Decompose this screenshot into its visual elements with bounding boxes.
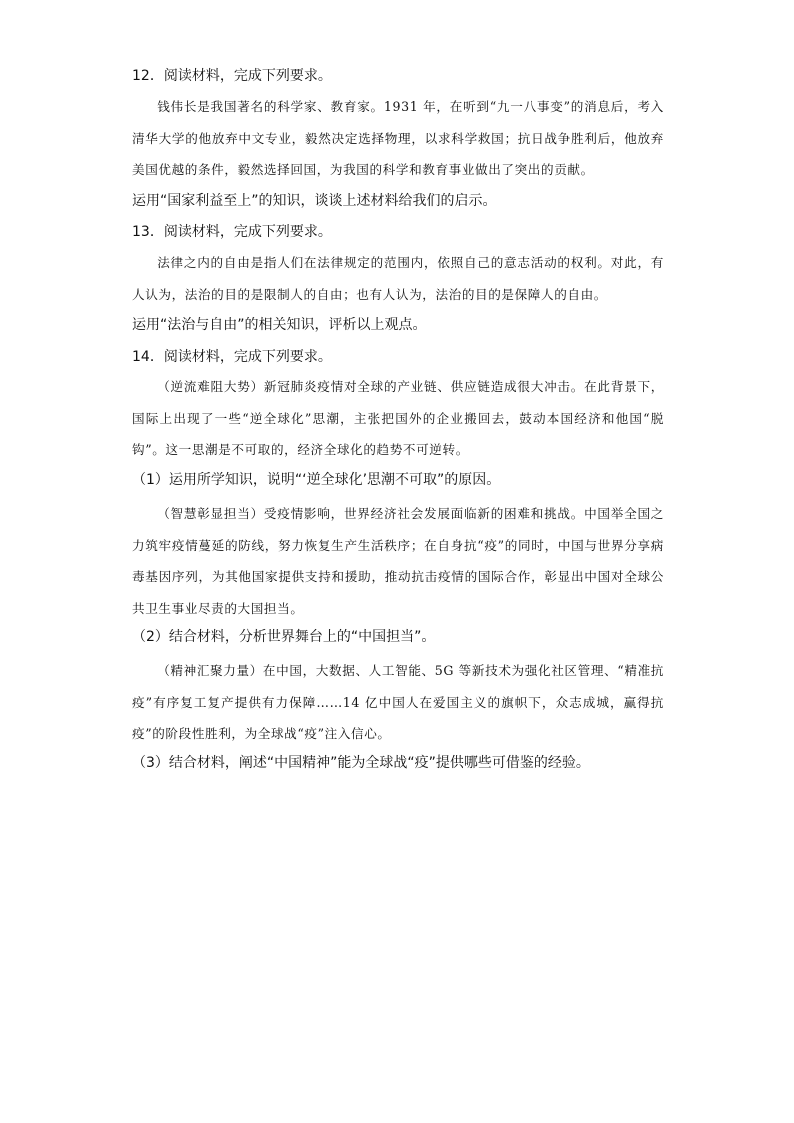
question-13-instruction: 运用“法治与自由”的相关知识，评析以上观点。 [132, 317, 427, 333]
question-12-instruction: 运用“国家利益至上”的知识，谈谈上述材料给我们的启示。 [132, 193, 497, 209]
question-12-title: 12．阅读材料，完成下列要求。 [132, 68, 332, 84]
question-14-subquestion-1: （1）运用所学知识，说明“‘逆全球化’思潮不可取”的原因。 [132, 472, 501, 488]
question-12-material: 钱伟长是我国著名的科学家、教育家。1931 年，在听到“九一八事变”的消息后，考入清华大学的他放弃中文专业，毅然决定选择物理，以求科学救国；抗日战争胜利后，他放弃美国优越的条件，毅然选择回国，为我国的科学和教育事业做出了突出的贡献。 [132, 99, 664, 177]
question-14-subquestion-3: （3）结合材料，阐述“中国精神”能为全球战“疫”提供哪些可借鉴的经验。 [132, 755, 590, 771]
question-14-subquestion-2: （2）结合材料，分析世界舞台上的“中国担当”。 [132, 629, 436, 645]
question-14-material-1: （逆流难阻大势）新冠肺炎疫情对全球的产业链、供应链造成很大冲击。在此背景下，国际上出现了一些“逆全球化”思潮，主张把国外的企业搬回去，鼓动本国经济和他国“脱钩”。这一思潮是不可取的，经济全球化的趋势不可逆转。 [132, 379, 664, 457]
question-14-material-2: （智慧彰显担当）受疫情影响，世界经济社会发展面临新的困难和挑战。中国举全国之力筑牢疫情蔓延的防线，努力恢复生产生活秩序；在自身抗“疫”的同时，中国与世界分享病毒基因序列，为其他国家提供支持和援助，推动抗击疫情的国际合作，彰显出中国对全球公共卫生事业尽责的大国担当。 [132, 506, 664, 616]
question-14-title: 14．阅读材料，完成下列要求。 [132, 349, 332, 365]
question-13-title: 13．阅读材料，完成下列要求。 [132, 224, 332, 240]
question-13-material: 法律之内的自由是指人们在法律规定的范围内，依照自己的意志活动的权利。对此，有人认为，法治的目的是限制人的自由；也有人认为，法治的目的是保障人的自由。 [132, 255, 664, 302]
question-14-material-3: （精神汇聚力量）在中国，大数据、人工智能、5G 等新技术为强化社区管理、“精准抗疫”有序复工复产提供有力保障……14 亿中国人在爱国主义的旗帜下，众志成城，赢得抗疫”的阶段性胜利，为全球战“疫”注入信心。 [132, 663, 664, 741]
